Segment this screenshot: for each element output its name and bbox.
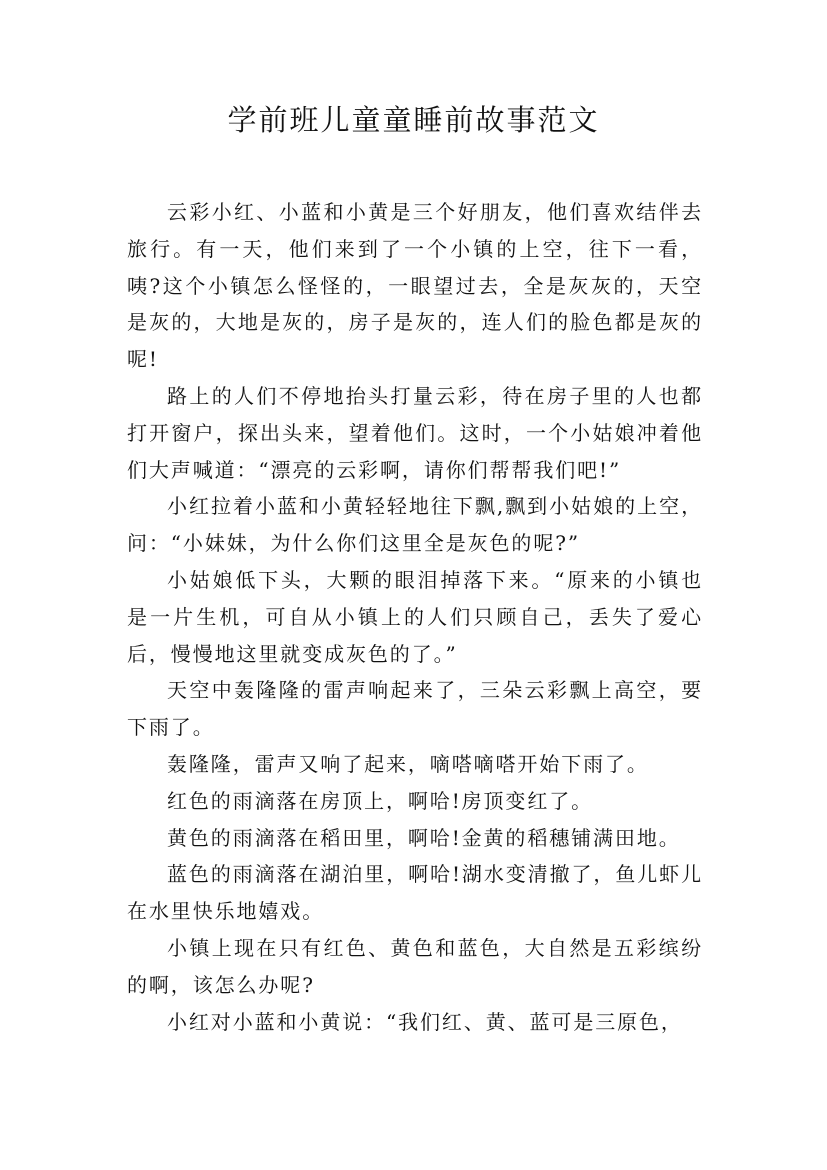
document-title: 学前班儿童童睡前故事范文 [227, 103, 600, 137]
paragraph: 小红拉着小蓝和小黄轻轻地往下飘,飘到小姑娘的上空，问：“小妹妹，为什么你们这里全是灰色的呢?” [127, 494, 703, 556]
story-body [127, 194, 703, 1040]
paragraph: 小姑娘低下头，大颗的眼泪掉落下来。“原来的小镇也是一片生机，可自从小镇上的人们只顾自己，丢失了爱心后，慢慢地这里就变成灰色的了。” [127, 567, 703, 666]
paragraph: 黄色的雨滴落在稻田里，啊哈!金黄的稻穗铺满田地。 [167, 825, 681, 850]
paragraph: 小红对小蓝和小黄说：“我们红、黄、蓝可是三原色， [167, 1009, 683, 1034]
paragraph: 蓝色的雨滴落在湖泊里，啊哈!湖水变清撤了，鱼儿虾儿在水里快乐地嬉戏。 [127, 862, 703, 924]
paragraph: 小镇上现在只有红色、黄色和蓝色，大自然是五彩缤纷的啊，该怎么办呢? [127, 935, 703, 997]
paragraph: 天空中轰隆隆的雷声响起来了，三朵云彩飘上高空，要下雨了。 [127, 678, 703, 740]
paragraph: 路上的人们不停地抬头打量云彩，待在房子里的人也都打开窗户，探出头来，望着他们。这时，一个小姑娘冲着他们大声喊道：“漂亮的云彩啊，请你们帮帮我们吧!” [127, 383, 703, 482]
paragraph: 红色的雨滴落在房顶上，啊哈!房顶变红了。 [167, 788, 594, 813]
paragraph: 轰隆隆，雷声又响了起来，嘀嗒嘀嗒开始下雨了。 [167, 751, 649, 776]
paragraph: 云彩小红、小蓝和小黄是三个好朋友，他们喜欢结伴去旅行。有一天，他们来到了一个小镇的上空，往下一看，咦?这个小镇怎么怪怪的，一眼望过去，全是灰灰的，天空是灰的，大地是灰的，房子是灰的，连人们的脸色都是灰的呢! [127, 200, 703, 372]
